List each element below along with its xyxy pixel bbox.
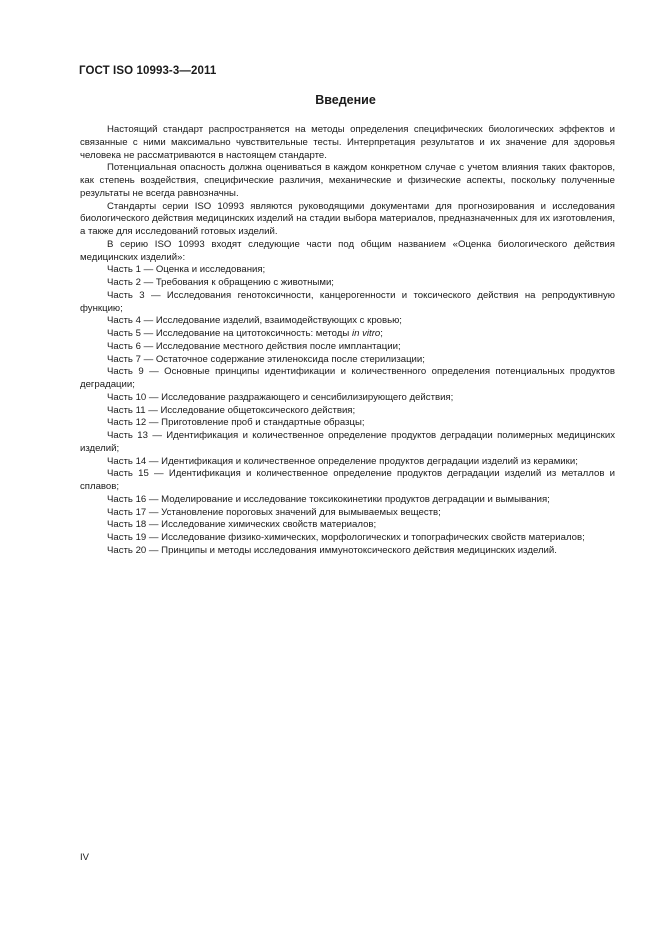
part5-prefix: Часть 5 — Исследование на цитотоксичность: методы bbox=[107, 328, 352, 339]
part-item: Часть 17 — Установление пороговых значений для вымываемых веществ; bbox=[107, 506, 441, 518]
document-code: ГОСТ ISO 10993-3—2011 bbox=[79, 65, 217, 77]
part-item: Часть 11 — Исследование общетоксического действия; bbox=[107, 404, 356, 416]
part-item: Часть 9 — Основные принципы идентификации и количественного определения потенциальных продуктов деградации; bbox=[80, 366, 615, 390]
paragraph: Настоящий стандарт распространяется на методы определения специфических биологических эффектов и связанные с ними максимально чувствительные тесты. Интерпретация результатов и их значение для здоровья человека не рассматриваются в настоящем стандарте. bbox=[80, 124, 615, 161]
part-item: Часть 15 — Идентификация и количественное определение продуктов деградации изделий из металлов и сплавов; bbox=[80, 468, 615, 492]
paragraph: Стандарты серии ISO 10993 являются руководящими документами для прогнозирования и исследования биологического действия медицинских изделий на стадии выбора материалов, предназначенных для их изготовления, а также для исследований готовых изделий. bbox=[80, 200, 615, 237]
paragraph: Потенциальная опасность должна оцениваться в каждом конкретном случае с учетом влияния таких факторов, как степень воздействия, специфические различия, механические и физические аспекты, поскольку полученные результаты не всегда равнозначны. bbox=[80, 162, 615, 199]
introduction-body bbox=[80, 124, 615, 558]
part-item: Часть 14 — Идентификация и количественное определение продуктов деградации изделий из керамики; bbox=[107, 455, 578, 467]
part-item: Часть 20 — Принципы и методы исследования иммунотоксического действия медицинских изделий. bbox=[107, 544, 557, 556]
part5-italic: in vitro bbox=[351, 328, 381, 339]
part-item: Часть 4 — Исследование изделий, взаимодействующих с кровью; bbox=[107, 315, 402, 327]
part-item bbox=[80, 328, 615, 341]
part-item: Часть 16 — Моделирование и исследование токсикокинетики продуктов деградации и вымывания; bbox=[107, 493, 550, 505]
part-item: Часть 3 — Исследования генотоксичности, канцерогенности и токсического действия на репродуктивную функцию; bbox=[80, 289, 615, 314]
part-item: Часть 6 — Исследование местного действия после имплантации; bbox=[107, 340, 401, 352]
page-number: IV bbox=[80, 852, 89, 863]
part-item: Часть 19 — Исследование физико-химических, морфологических и топографических свойств материалов; bbox=[107, 532, 585, 543]
part-item: Часть 18 — Исследование химических свойств материалов; bbox=[107, 519, 377, 531]
part-item: Часть 7 — Остаточное содержание этиленоксида после стерилизации; bbox=[107, 353, 425, 365]
part-item: Часть 13 — Идентификация и количественное определение продуктов деградации полимерных медицинских изделий; bbox=[80, 430, 615, 454]
section-title: Введение bbox=[315, 93, 376, 107]
part-item: Часть 12 — Приготовление проб и стандартные образцы; bbox=[107, 417, 365, 429]
part5-suffix: ; bbox=[380, 328, 383, 339]
paragraph: В серию ISO 10993 входят следующие части под общим названием «Оценка биологического действия медицинских изделий»: bbox=[80, 238, 615, 263]
part-item: Часть 1 — Оценка и исследования; bbox=[107, 264, 266, 276]
part-item: Часть 10 — Исследование раздражающего и сенсибилизирующего действия; bbox=[107, 391, 454, 403]
part-item: Часть 2 — Требования к обращению с животными; bbox=[107, 277, 334, 288]
